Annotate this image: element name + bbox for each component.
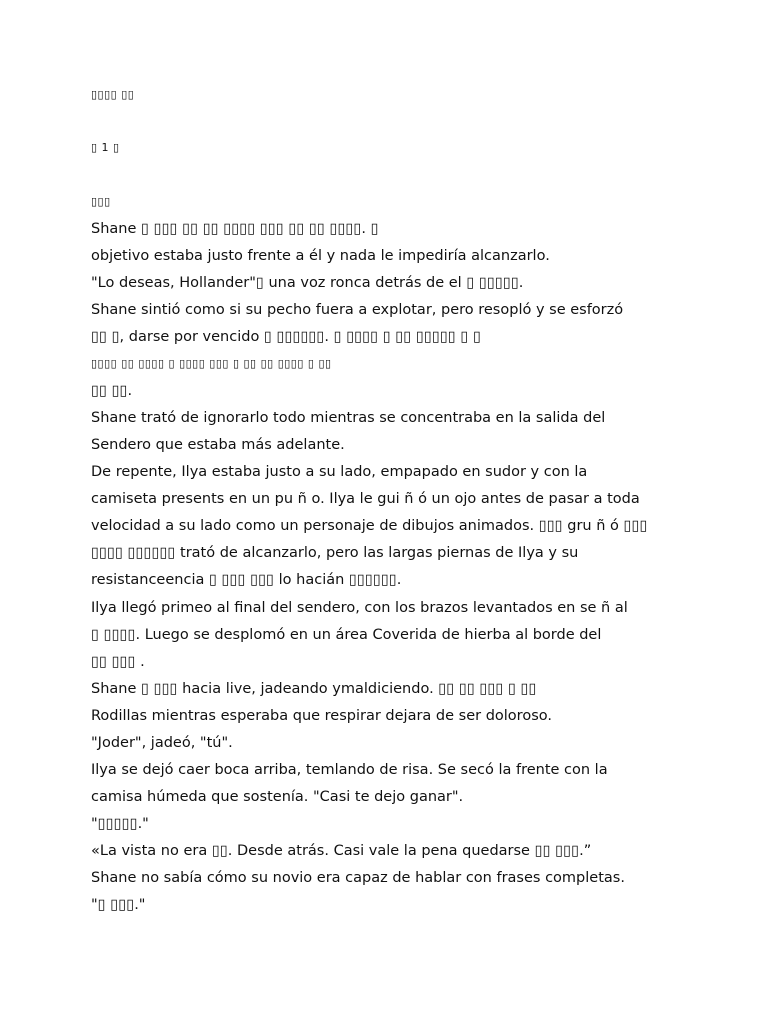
body-line: Ilya llegó primeo al final del sendero, con los brazos levantados en se ñ al [91, 600, 628, 616]
body-line: Rodillas mientras esperaba que respirar dejara de ser doloroso. [91, 708, 552, 724]
body-line: velocidad a su lado como un personaje de dibujos animados. ▯▯▯ gru ñ ó ▯▯▯ [91, 518, 648, 534]
body-line: ▯▯▯▯ ▯▯▯▯▯▯ trató de alcanzarlo, pero las largas piernas de Ilya y su [91, 545, 579, 561]
body-line: ▯▯▯ [91, 195, 111, 208]
body-line: camiseta presents en un pu ñ o. Ilya le gui ñ ó un ojo antes de pasar a toda [91, 491, 640, 507]
body-line: ▯▯▯▯ ▯▯ ▯▯▯▯ ▯ ▯▯▯▯ ▯▯▯ ▯ ▯▯ ▯▯ ▯▯▯▯ ▯ ▯▯ [91, 357, 332, 370]
body-line: ▯▯ ▯, darse por vencido ▯ ▯▯▯▯▯▯. ▯ ▯▯▯▯ ▯ ▯▯ ▯▯▯▯▯ ▯ ▯ [91, 329, 481, 345]
body-line: De repente, Ilya estaba justo a su lado, empapado en sudor y con la [91, 464, 588, 480]
chapter-heading: ▯ 1 ▯ [91, 141, 120, 154]
body-line: Ilya se dejó caer boca arriba, temlando de risa. Se secó la frente con la [91, 762, 608, 778]
document-header: ▯▯▯▯ ▯▯ [91, 88, 135, 101]
body-line: Shane ▯ ▯▯▯ ▯▯ ▯▯ ▯▯▯▯ ▯▯▯ ▯▯ ▯▯ ▯▯▯▯. ▯ [91, 221, 379, 237]
body-line: "Lo deseas, Hollander"▯ una voz ronca detrás de el ▯ ▯▯▯▯▯. [91, 275, 524, 291]
body-line: «La vista no era ▯▯. Desde atrás. Casi vale la pena quedarse ▯▯ ▯▯▯.” [91, 843, 592, 859]
body-line: Sendero que estaba más adelante. [91, 437, 345, 453]
body-line: Shane trató de ignorarlo todo mientras se concentraba en la salida del [91, 410, 606, 426]
body-line: ▯▯ ▯▯. [91, 383, 133, 399]
body-line: "▯ ▯▯▯." [91, 897, 146, 913]
body-line: "Joder", jadeó, "tú". [91, 735, 233, 751]
body-line: resistanceencia ▯ ▯▯▯ ▯▯▯ lo hacián ▯▯▯▯▯▯. [91, 572, 402, 588]
body-line: objetivo estaba justo frente a él y nada le impediría alcanzarlo. [91, 248, 550, 264]
body-line: Shane no sabía cómo su novio era capaz de hablar con frases completas. [91, 870, 625, 886]
body-line: camisa húmeda que sostenía. "Casi te dejo ganar". [91, 789, 464, 805]
body-line: ▯ ▯▯▯▯. Luego se desplomó en un área Coverida de hierba al borde del [91, 627, 602, 643]
body-line: Shane ▯ ▯▯▯ hacia live, jadeando ymaldiciendo. ▯▯ ▯▯ ▯▯▯ ▯ ▯▯ [91, 681, 537, 697]
body-line: Shane sintió como si su pecho fuera a explotar, pero resopló y se esforzó [91, 302, 624, 318]
body-line: "▯▯▯▯▯." [91, 816, 149, 832]
body-line: ▯▯ ▯▯▯ . [91, 654, 145, 670]
